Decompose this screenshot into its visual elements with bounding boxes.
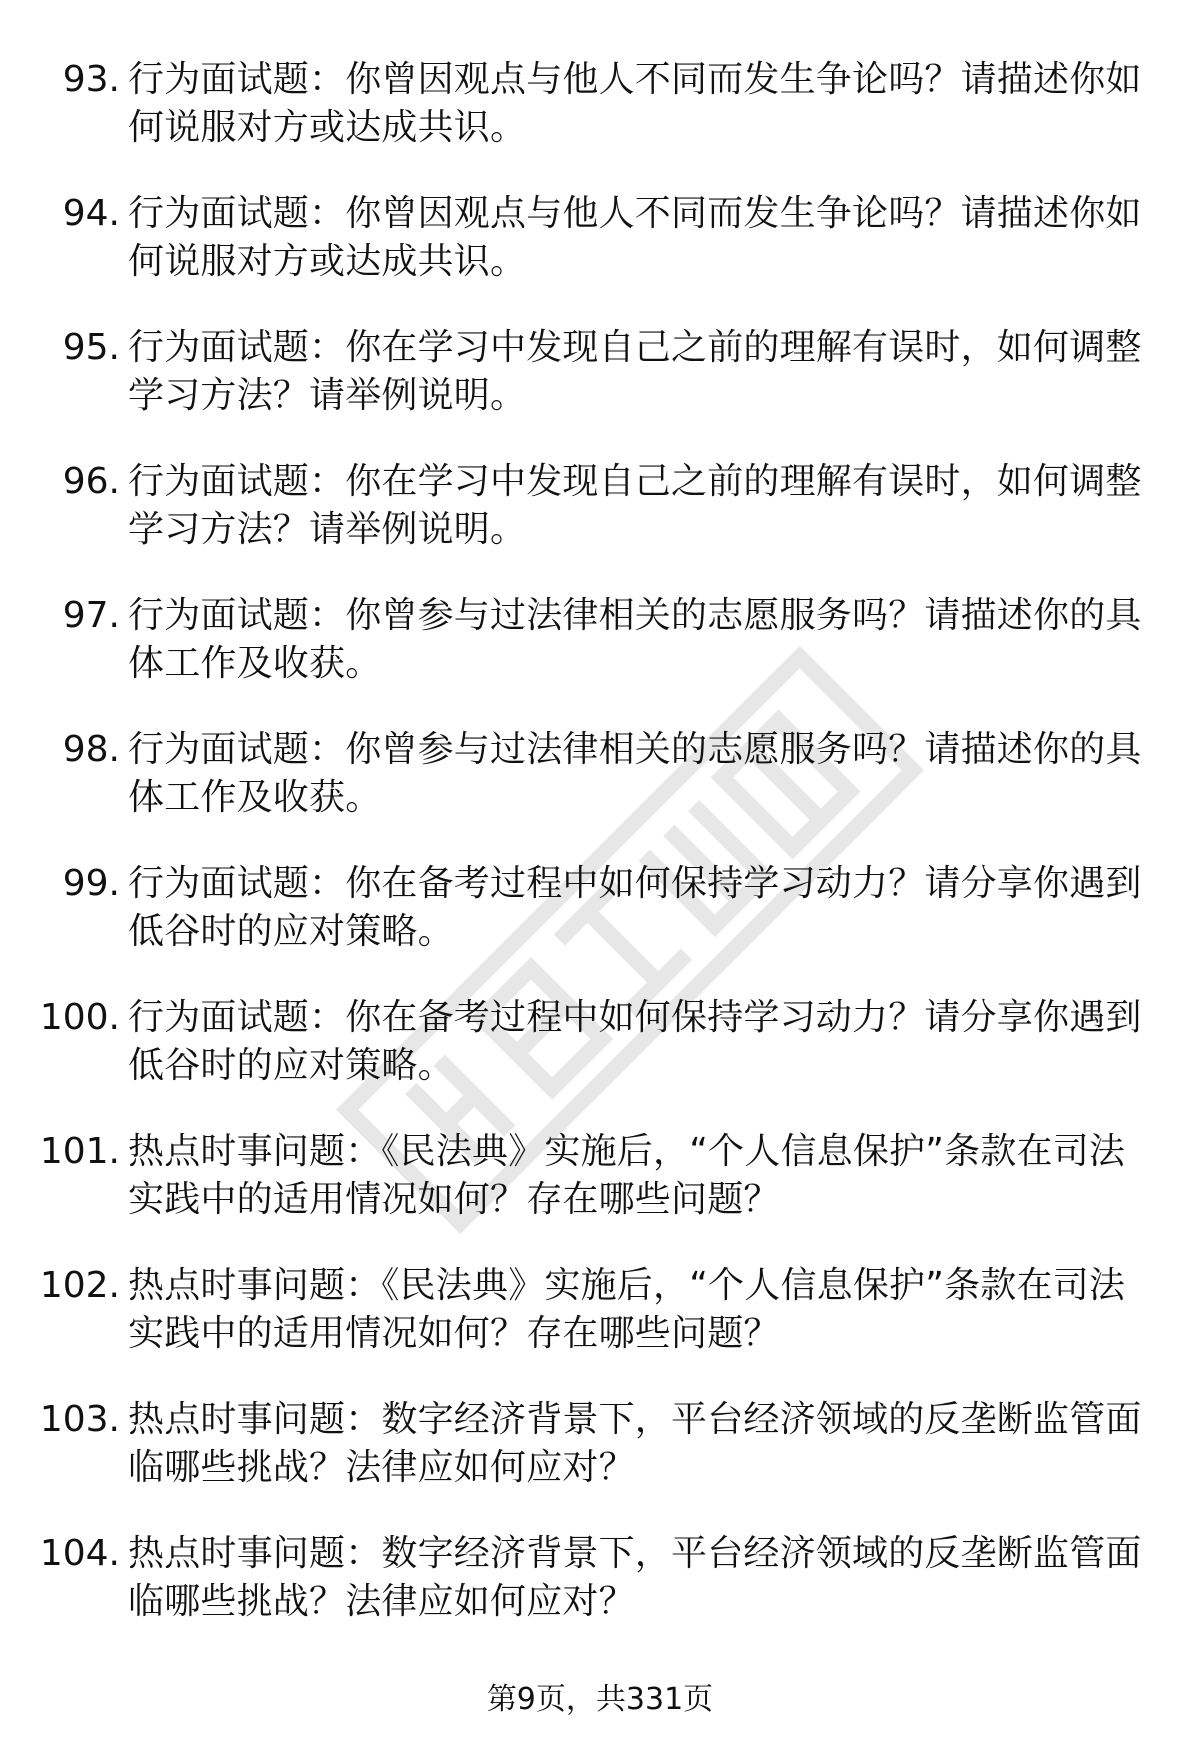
item-text: 行为面试题：你曾参与过法律相关的志愿服务吗？请描述你的具体工作及收获。 (128, 729, 1142, 818)
item-number: 102. (39, 1265, 120, 1306)
list-item (0, 592, 1200, 726)
item-number: 99. (62, 863, 120, 904)
item-number: 97. (62, 595, 120, 636)
page-number: 第9页，共331页 (486, 1682, 714, 1717)
item-text: 热点时事问题：《民法典》实施后，“个人信息保护”条款在司法实践中的适用情况如何？存在哪些问题？ (128, 1131, 1126, 1220)
list-item (0, 994, 1200, 1128)
item-text: 行为面试题：你在学习中发现自己之前的理解有误时，如何调整学习方法？请举例说明。 (128, 327, 1142, 416)
item-number: 95. (62, 327, 120, 368)
list-item (0, 458, 1200, 592)
item-text: 行为面试题：你曾因观点与他人不同而发生争论吗？请描述你如何说服对方或达成共识。 (128, 193, 1142, 282)
list-item (0, 1128, 1200, 1262)
item-text: 热点时事问题：数字经济背景下，平台经济领域的反垄断监管面临哪些挑战？法律应如何应对？ (128, 1399, 1142, 1488)
list-item (0, 324, 1200, 458)
item-number: 98. (62, 729, 120, 770)
item-number: 94. (62, 193, 120, 234)
item-text: 行为面试题：你曾因观点与他人不同而发生争论吗？请描述你如何说服对方或达成共识。 (128, 59, 1142, 148)
list-item (0, 190, 1200, 324)
item-text: 行为面试题：你在备考过程中如何保持学习动力？请分享你遇到低谷时的应对策略。 (128, 863, 1142, 952)
item-text: 热点时事问题：《民法典》实施后，“个人信息保护”条款在司法实践中的适用情况如何？存在哪些问题？ (128, 1265, 1126, 1354)
item-text: 热点时事问题：数字经济背景下，平台经济领域的反垄断监管面临哪些挑战？法律应如何应对？ (128, 1533, 1142, 1622)
item-number: 103. (39, 1399, 120, 1440)
item-text: 行为面试题：你在学习中发现自己之前的理解有误时，如何调整学习方法？请举例说明。 (128, 461, 1142, 550)
list-item (0, 1530, 1200, 1664)
list-item (0, 726, 1200, 860)
item-text: 行为面试题：你曾参与过法律相关的志愿服务吗？请描述你的具体工作及收获。 (128, 595, 1142, 684)
item-number: 100. (39, 997, 120, 1038)
item-number: 101. (39, 1131, 120, 1172)
item-number: 96. (62, 461, 120, 502)
question-list (0, 56, 1200, 1664)
list-item (0, 1396, 1200, 1530)
item-number: 93. (62, 59, 120, 100)
list-item (0, 1262, 1200, 1396)
list-item (0, 860, 1200, 994)
item-text: 行为面试题：你在备考过程中如何保持学习动力？请分享你遇到低谷时的应对策略。 (128, 997, 1142, 1086)
item-number: 104. (39, 1533, 120, 1574)
list-item (0, 56, 1200, 190)
